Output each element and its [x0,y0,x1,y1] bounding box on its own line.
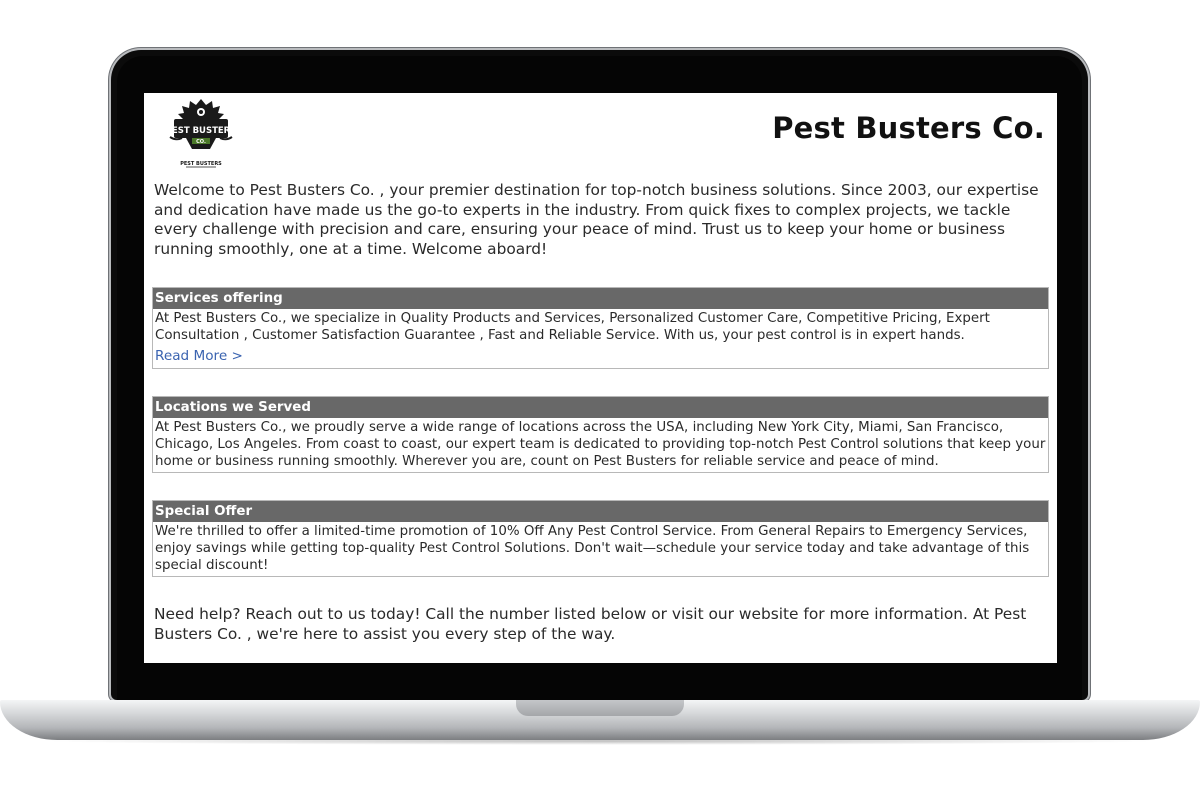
laptop-notch [516,700,684,716]
services-section [152,287,1049,369]
logo-main-text: PEST BUSTERS [166,126,236,136]
special-offer-section-header: Special Offer [153,501,1048,522]
logo-small-text: PEST BUSTERS [180,161,222,167]
services-section-body: At Pest Busters Co., we specialize in Quality Products and Services, Personalized Customer Care, Competitive Pricing, Expert Consultation , Customer Satisfaction Guarantee , Fast and Reliable Service. With us, your pest control is in expert hands. [155,311,990,343]
pest-busters-logo[interactable] [166,97,236,171]
site-title: Pest Busters Co. [772,111,1045,145]
webpage-screen [144,93,1057,663]
special-offer-section [152,500,1049,577]
intro-paragraph: Welcome to Pest Busters Co. , your premier destination for top-notch business solutions. Since 2003, our expertise and dedication have made us the go-to experts in the industry. From quick fixes to complex projects, we tackle every challenge with precision and care, ensuring your peace of mind. Trust us to keep your home or business running smoothly, one at a time. Welcome aboard! [154,181,1039,258]
services-section-header: Services offering [153,288,1048,309]
help-paragraph: Need help? Reach out to us today! Call the number listed below or visit our website for more information. At Pest Busters Co. , we're here to assist you every step of the way. [154,605,1027,643]
locations-section-header: Locations we Served [153,397,1048,418]
logo-sub-text: CO. [196,139,206,145]
read-more-link[interactable]: Read More > [155,348,243,364]
locations-section-body: At Pest Busters Co., we proudly serve a wide range of locations across the USA, including New York City, Miami, San Francisco, Chicago, Los Angeles. From coast to coast, our expert team is dedicated to providing top-notch Pest Control solutions that keep your home or business running smoothly. Wherever you are, count on Pest Busters for reliable service and peace of mind. [155,420,1046,469]
locations-section [152,396,1049,473]
special-offer-section-body: We're thrilled to offer a limited-time promotion of 10% Off Any Pest Control Service. From General Repairs to Emergency Services, enjoy savings while getting top-quality Pest Control Solutions. Don't wait—schedule your service today and take advantage of this special discount! [155,524,1030,573]
